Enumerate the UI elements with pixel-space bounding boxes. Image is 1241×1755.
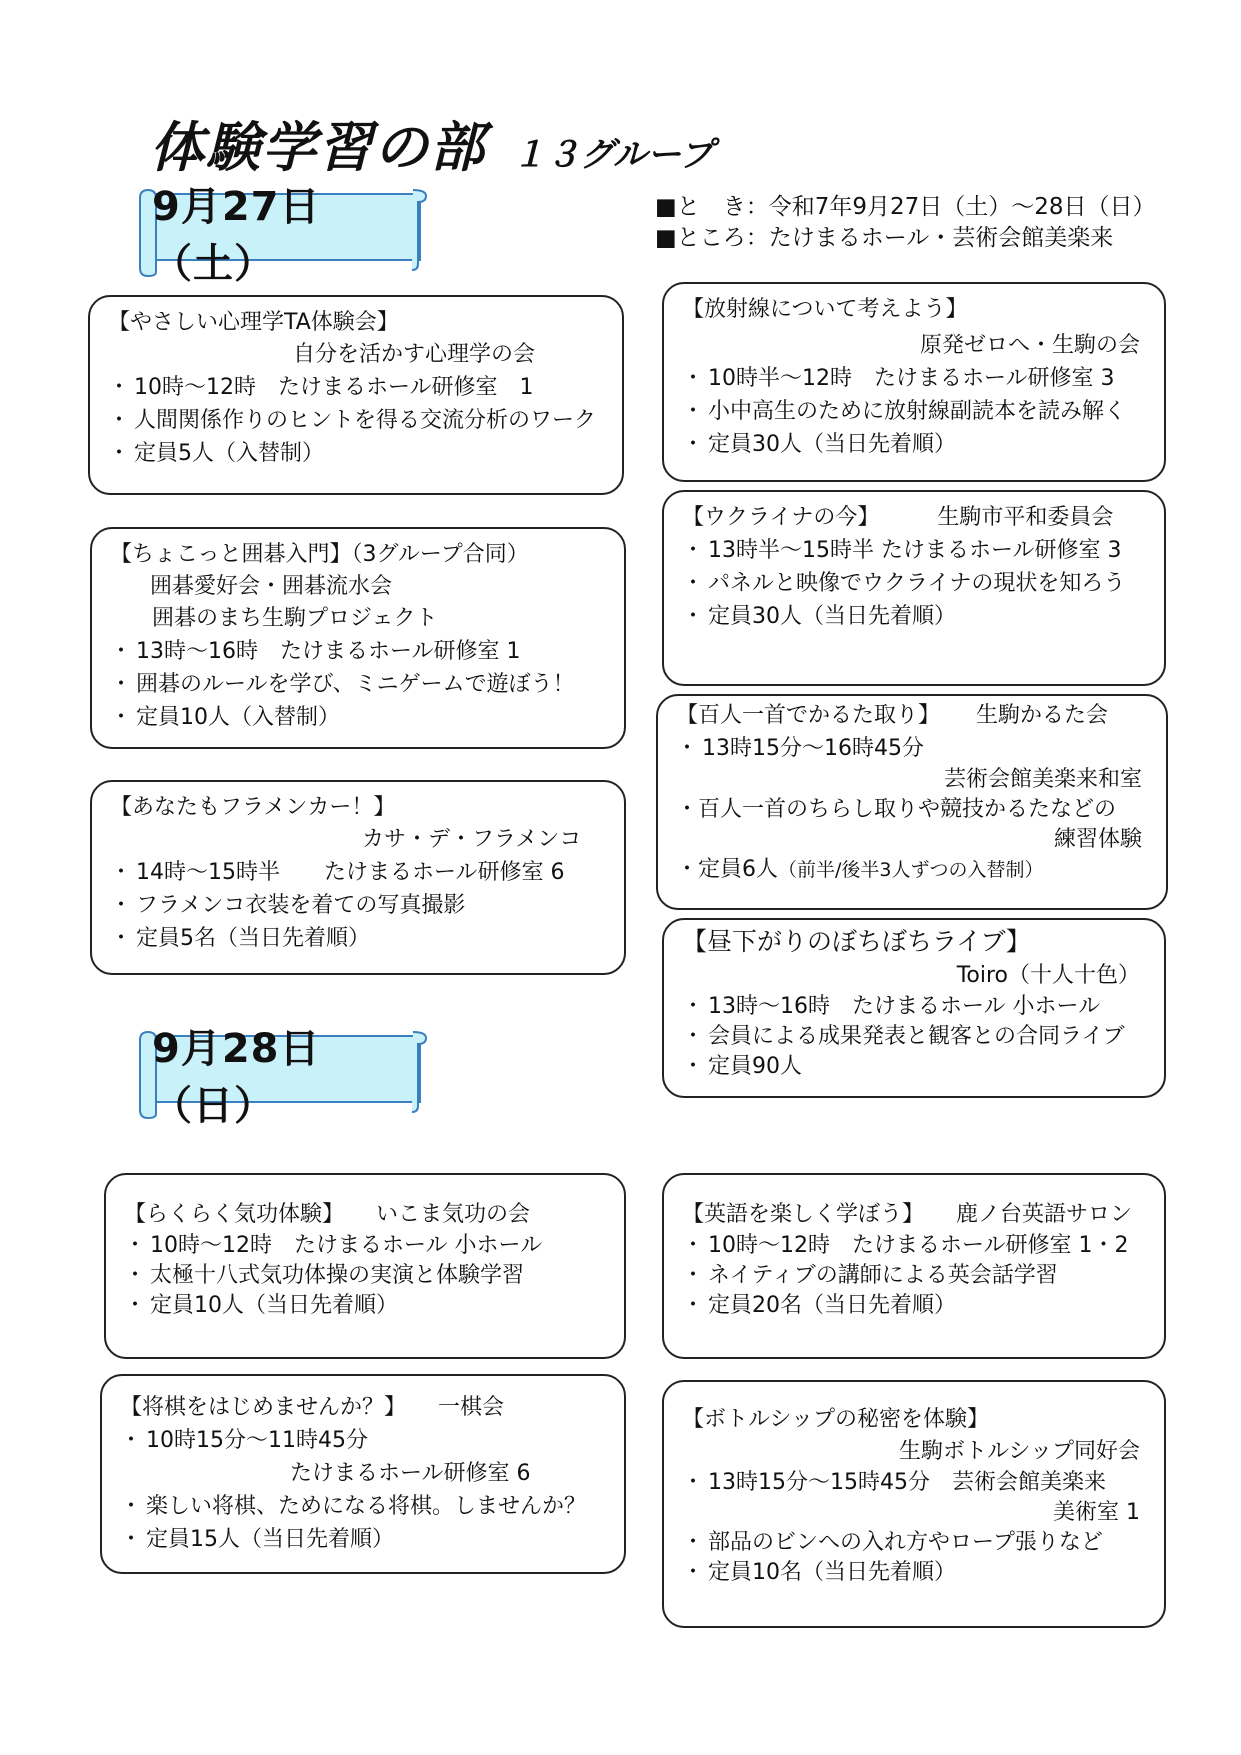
card-line: 美術室 1 bbox=[1053, 1500, 1140, 1525]
title-groups: １３グループ bbox=[512, 135, 714, 175]
card-line: ・ 14時～15時半 たけまるホール研修室 6 bbox=[110, 856, 606, 889]
card-psychology bbox=[88, 295, 624, 495]
card-line: ・ 定員30人（当日先着順） bbox=[682, 600, 1146, 633]
bullet-icon: ・ bbox=[120, 1527, 143, 1552]
card-line: ・ 13時～16時 たけまるホール 小ホール bbox=[682, 992, 1146, 1022]
card-title: 【百人一首でかるた取り】 生駒かるた会 bbox=[676, 703, 1109, 728]
card-line: 練習体験 bbox=[1053, 827, 1142, 852]
card-line: ・ 会員による成果発表と観客との合同ライブ bbox=[682, 1022, 1146, 1052]
bullet-icon: ・ bbox=[682, 571, 705, 596]
card-line: ・ 定員10名（当日先着順） bbox=[682, 1558, 1146, 1588]
bullet-icon: ・ bbox=[682, 1530, 705, 1555]
day-banner-28 bbox=[130, 1026, 430, 1129]
card-line: ・ 10時～12時 たけまるホール 小ホール bbox=[124, 1231, 606, 1261]
card-title: 【英語を楽しく学ぼう】 鹿ノ台英語サロン bbox=[682, 1202, 1133, 1227]
card-line: ・ 小中高生のために放射線副読本を読み解く bbox=[682, 395, 1146, 428]
card-line: ・ 定員90人 bbox=[682, 1052, 1146, 1082]
bullet-icon: ・ bbox=[682, 538, 705, 563]
event-date: ■と き：令和7年9月27日（土）～28日（日） bbox=[655, 194, 1156, 220]
bullet-icon: ・ bbox=[682, 1263, 705, 1288]
bullet-icon: ・ bbox=[110, 860, 133, 885]
event-venue: ■ところ：たけまるホール・芸術会館美楽来 bbox=[655, 225, 1114, 251]
bullet-icon: ・ bbox=[682, 399, 705, 424]
bullet-icon: ・ bbox=[120, 1494, 143, 1519]
card-org: 原発ゼロへ・生駒の会 bbox=[919, 333, 1140, 358]
card-qigong bbox=[104, 1173, 626, 1359]
bullet-icon: ・ bbox=[110, 926, 133, 951]
card-karuta bbox=[656, 694, 1168, 910]
card-line: 芸術会館美楽来和室 bbox=[943, 767, 1142, 792]
card-org: 囲碁のまち生駒プロジェクト bbox=[152, 606, 438, 631]
bullet-icon: ・ bbox=[682, 366, 705, 391]
card-go bbox=[90, 527, 626, 749]
card-org: 自分を活かす心理学の会 bbox=[293, 342, 536, 367]
bullet-icon: ・ bbox=[110, 639, 133, 664]
bullet-icon: ・ bbox=[124, 1233, 147, 1258]
bullet-icon: ・ bbox=[682, 604, 705, 629]
card-title: 【将棋をはじめませんか？】 一棋会 bbox=[120, 1395, 505, 1420]
card-line: ・ 定員10人（当日先着順） bbox=[124, 1291, 606, 1321]
bullet-icon: ・ bbox=[682, 1054, 705, 1079]
bullet-icon: ・ bbox=[124, 1263, 147, 1288]
card-line: ・ 13時15分～16時45分 bbox=[676, 732, 1148, 765]
day-banner-27 bbox=[130, 184, 430, 287]
event-meta bbox=[655, 192, 1156, 254]
card-line: ・ 定員5名（当日先着順） bbox=[110, 922, 606, 955]
card-ukraine bbox=[662, 490, 1166, 686]
card-title: 【やさしい心理学TA体験会】 bbox=[108, 310, 399, 335]
bullet-icon: ・ bbox=[682, 432, 705, 457]
bullet-icon: ・ bbox=[682, 994, 705, 1019]
card-line: ・ 定員5人（入替制） bbox=[108, 437, 604, 470]
card-title: 【らくらく気功体験】 いこま気功の会 bbox=[124, 1202, 531, 1227]
card-line: ・ 定員15人（当日先着順） bbox=[120, 1523, 606, 1556]
card-line: ・ 定員20名（当日先着順） bbox=[682, 1291, 1146, 1321]
card-org: Toiro（十人十色） bbox=[956, 963, 1140, 988]
card-line: ・ 定員30人（当日先着順） bbox=[682, 428, 1146, 461]
card-line: ・ 部品のビンへの入れ方やロープ張りなど bbox=[682, 1528, 1146, 1558]
bullet-icon: ・ bbox=[682, 1470, 705, 1495]
card-line: ・ 定員10人（入替制） bbox=[110, 701, 606, 734]
card-title: 【放射線について考えよう】 bbox=[682, 297, 968, 322]
card-line: ・ パネルと映像でウクライナの現状を知ろう bbox=[682, 567, 1146, 600]
card-org: カサ・デ・フラメンコ bbox=[362, 827, 582, 852]
bullet-icon: ・ bbox=[108, 375, 131, 400]
bullet-icon: ・ bbox=[108, 408, 131, 433]
card-live bbox=[662, 918, 1166, 1098]
bullet-icon: ・ bbox=[110, 705, 133, 730]
card-line: ・ 囲碁のルールを学び、ミニゲームで遊ぼう！ bbox=[110, 668, 606, 701]
bullet-icon: ・ bbox=[110, 672, 133, 697]
card-english bbox=[662, 1173, 1166, 1359]
card-line: ・ 13時半～15時半 たけまるホール研修室 3 bbox=[682, 534, 1146, 567]
bullet-icon: ・ bbox=[682, 1293, 705, 1318]
card-org: 生駒ボトルシップ同好会 bbox=[898, 1439, 1140, 1464]
bullet-icon: ・ bbox=[124, 1293, 147, 1318]
card-line: ・ 10時～12時 たけまるホール研修室 1・2 bbox=[682, 1231, 1146, 1261]
card-line: ・ 人間関係作りのヒントを得る交流分析のワーク bbox=[108, 404, 604, 437]
bullet-icon: ・ bbox=[120, 1428, 143, 1453]
page-title bbox=[150, 105, 713, 182]
card-flamenco bbox=[90, 780, 626, 975]
card-line: ・ 楽しい将棋、ためになる将棋。しませんか？ bbox=[120, 1490, 606, 1523]
bullet-icon: ・ bbox=[108, 441, 131, 466]
card-title: 【ウクライナの今】 生駒市平和委員会 bbox=[682, 505, 1114, 530]
card-line: ・ 13時15分～15時45分 芸術会館美楽来 bbox=[682, 1468, 1146, 1498]
card-bottleship bbox=[662, 1380, 1166, 1628]
card-line: ・ 太極十八式気功体操の実演と体験学習 bbox=[124, 1261, 606, 1291]
card-title: 【昼下がりのぼちぼちライブ】 bbox=[682, 927, 1031, 956]
day-label: 9月27日（土） bbox=[152, 184, 321, 287]
card-shogi bbox=[100, 1374, 626, 1574]
title-main: 体験学習の部 bbox=[150, 116, 486, 179]
bullet-icon: ・ bbox=[682, 1233, 705, 1258]
card-title: 【あなたもフラメンカー！】 bbox=[110, 795, 396, 820]
card-line: ・百人一首のちらし取りや競技かるたなどの bbox=[676, 797, 1117, 822]
card-line: ・ フラメンコ衣装を着ての写真撮影 bbox=[110, 889, 606, 922]
card-title: 【ちょこっと囲碁入門】（3グループ合同） bbox=[110, 542, 529, 567]
card-line: ・ 10時～12時 たけまるホール研修室 1 bbox=[108, 371, 604, 404]
card-line: ・ 10時半～12時 たけまるホール研修室 3 bbox=[682, 362, 1146, 395]
day-label: 9月28日（日） bbox=[152, 1026, 321, 1129]
card-line: ・ 13時～16時 たけまるホール研修室 1 bbox=[110, 635, 606, 668]
card-title: 【ボトルシップの秘密を体験】 bbox=[682, 1407, 990, 1432]
bullet-icon: ・ bbox=[682, 1024, 705, 1049]
card-line: ・ ネイティブの講師による英会話学習 bbox=[682, 1261, 1146, 1291]
bullet-icon: ・ bbox=[110, 893, 133, 918]
bullet-icon: ・ bbox=[676, 736, 699, 761]
card-line: ・定員6人（前半/後半3人ずつの入替制） bbox=[676, 857, 1044, 882]
card-line: たけまるホール研修室 6 bbox=[290, 1461, 531, 1486]
bullet-icon: ・ bbox=[682, 1560, 705, 1585]
card-org: 囲碁愛好会・囲碁流水会 bbox=[150, 574, 393, 599]
card-line: ・ 10時15分～11時45分 bbox=[120, 1424, 606, 1457]
card-radiation bbox=[662, 282, 1166, 482]
